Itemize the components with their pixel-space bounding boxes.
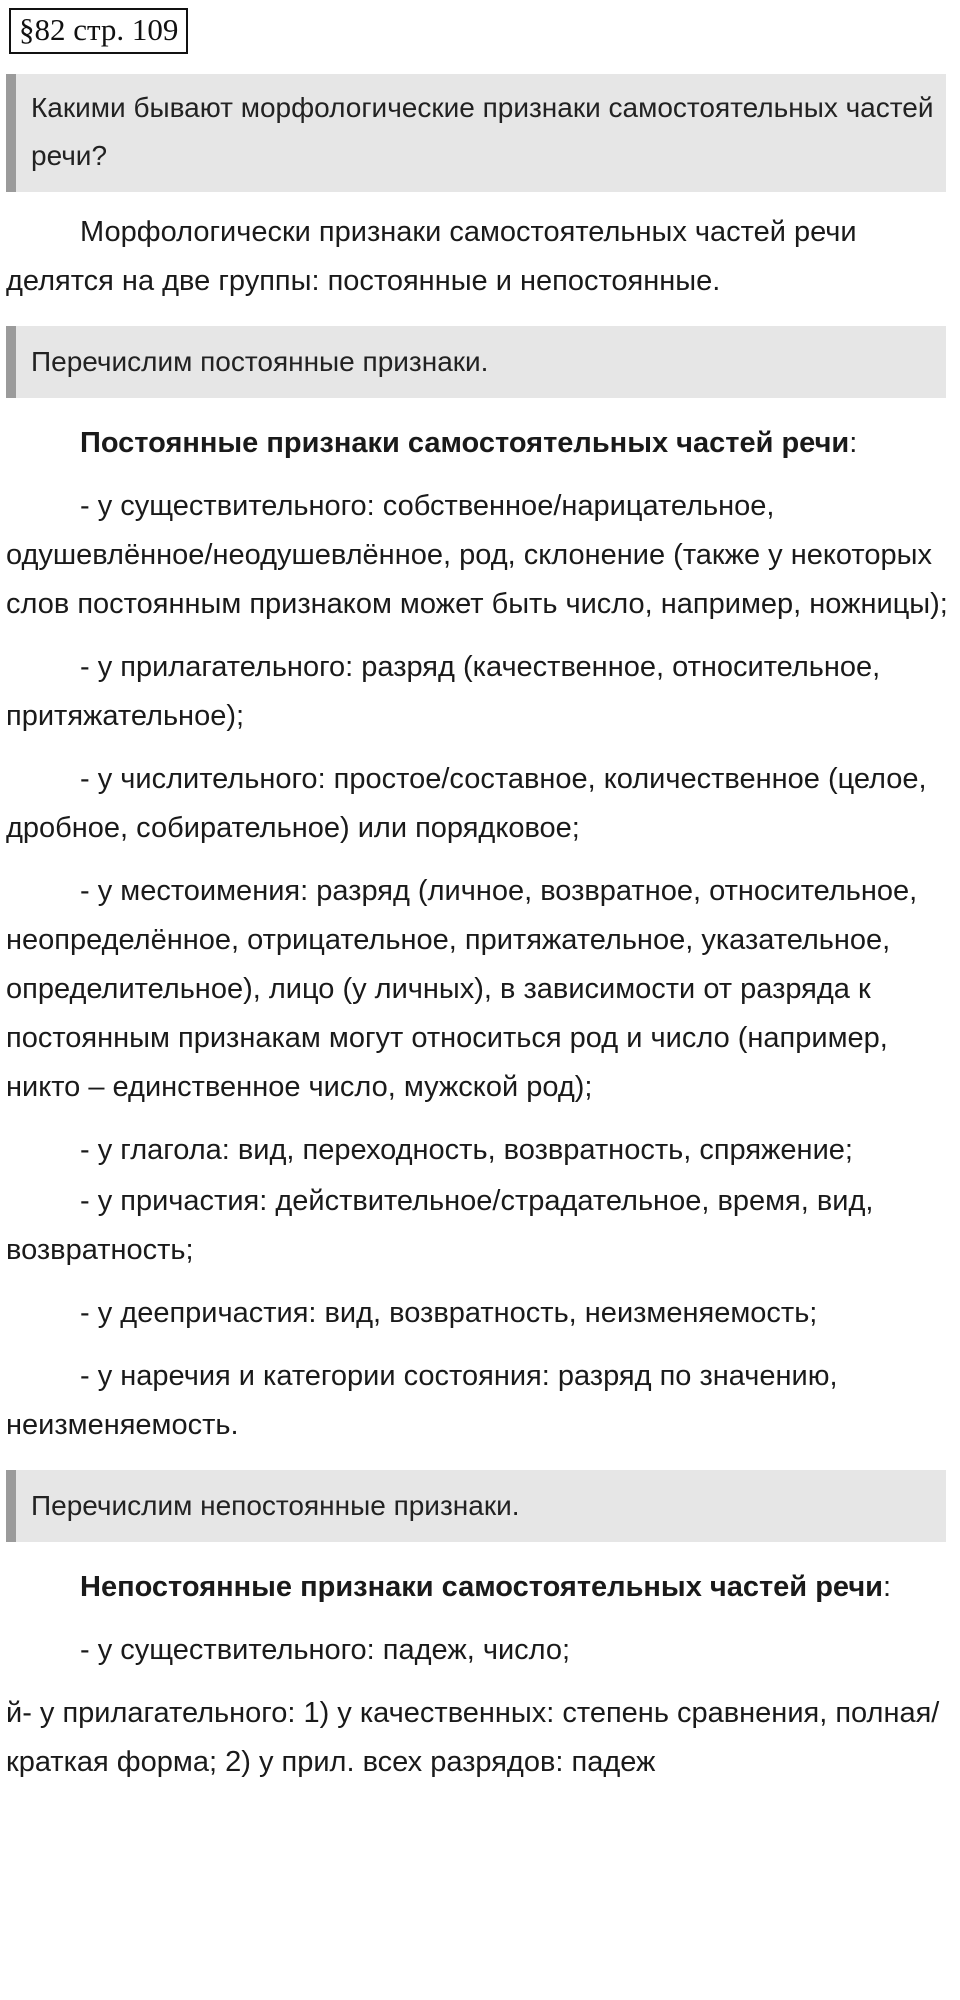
question-callout: Какими бывают морфологические признаки самостоятельных частей речи?: [6, 74, 946, 192]
constant-features-callout: Перечислим постоянные признаки.: [6, 326, 946, 398]
nonconstant-features-heading: [6, 1562, 950, 1612]
constant-item-pronoun: - у местоимения: разряд (личное, возвратное, относительное, неопределённое, отрицательное, притяжательное, указательное, определительное), лицо (у личных), в зависимости от разряда к постоянным признакам могут относиться род и число (например, никто – единственное число, мужской род);: [6, 875, 918, 1103]
nonconstant-item-adjective: й- у прилагательного: 1) у качественных: степень сравнения, полная/краткая форма; 2) у прил. всех разрядов: падеж: [6, 1697, 940, 1778]
constant-item-participle: - у причастия: действительное/страдательное, время, вид, возвратность;: [6, 1185, 874, 1266]
constant-item-numeral: - у числительного: простое/составное, количественное (целое, дробное, собирательное) или порядковое;: [6, 763, 927, 844]
constant-item-adjective: - у прилагательного: разряд (качественное, относительное, притяжательное);: [6, 651, 881, 732]
constant-item-adverb: - у наречия и категории состояния: разряд по значению, неизменяемость.: [6, 1360, 838, 1441]
nonconstant-features-callout: Перечислим непостоянные признаки.: [6, 1470, 946, 1542]
constant-item-verb: - у глагола: вид, переходность, возвратность, спряжение;: [80, 1134, 853, 1166]
constant-features-heading-colon: :: [849, 427, 858, 459]
constant-features-heading-bold: Постоянные признаки самостоятельных частей речи: [80, 427, 850, 459]
nonconstant-features-heading-colon: :: [882, 1571, 892, 1603]
nonconstant-item-noun: - у существительного: падеж, число;: [80, 1634, 571, 1666]
nonconstant-features-heading-bold: Непостоянные признаки самостоятельных частей речи: [80, 1571, 883, 1603]
constant-item-gerund: - у деепричастия: вид, возвратность, неизменяемость;: [80, 1297, 818, 1329]
intro-paragraph: Морфологически признаки самостоятельных частей речи делятся на две группы: постоянные и непостоянные.: [6, 216, 857, 297]
page-reference-box: §82 стр. 109: [9, 8, 188, 54]
constant-item-noun: - у существительного: собственное/нарицательное, одушевлённое/неодушевлённое, род, склонение (также у некоторых слов постоянным признаком может быть число, например, ножницы);: [6, 490, 948, 620]
constant-features-heading: [6, 418, 950, 468]
